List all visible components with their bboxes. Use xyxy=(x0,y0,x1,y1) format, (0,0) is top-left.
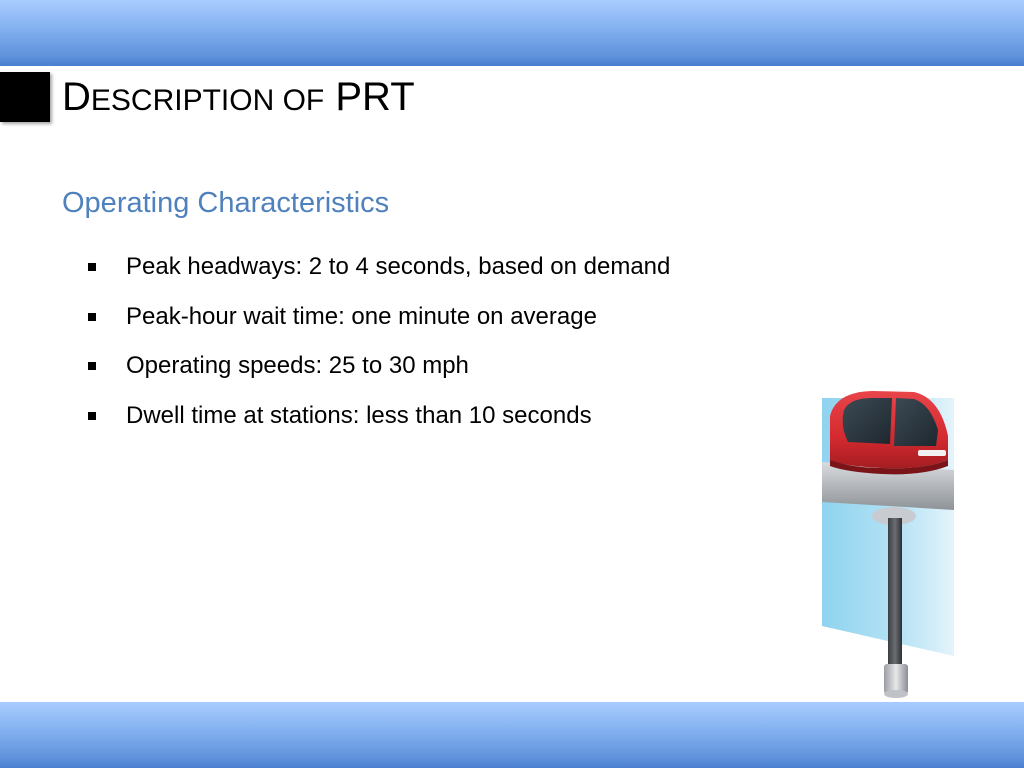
bullet-item xyxy=(88,300,670,350)
bullet-item xyxy=(88,399,670,449)
square-bullet-icon xyxy=(88,263,96,271)
title-first-letter: D xyxy=(62,75,91,119)
bottom-band xyxy=(0,702,1024,768)
title-end: PRT xyxy=(335,75,415,119)
top-band xyxy=(0,0,1024,66)
square-bullet-icon xyxy=(88,412,96,420)
bullet-item xyxy=(88,250,670,300)
bullet-text: Peak-hour wait time: one minute on average xyxy=(126,302,597,330)
square-bullet-icon xyxy=(88,362,96,370)
slide-title xyxy=(62,74,415,120)
prt-vehicle-illustration xyxy=(822,386,954,708)
section-subtitle: Operating Characteristics xyxy=(62,187,390,219)
bullet-list xyxy=(88,250,670,448)
square-bullet-icon xyxy=(88,313,96,321)
bullet-item xyxy=(88,349,670,399)
title-marker-square xyxy=(0,72,50,122)
bullet-text: Operating speeds: 25 to 30 mph xyxy=(126,352,469,379)
title-small-caps: ESCRIPTION OF xyxy=(90,84,325,117)
bullet-text: Dwell time at stations: less than 10 seconds xyxy=(126,401,592,429)
bullet-text: Peak headways: 2 to 4 seconds, based on demand xyxy=(126,253,671,280)
